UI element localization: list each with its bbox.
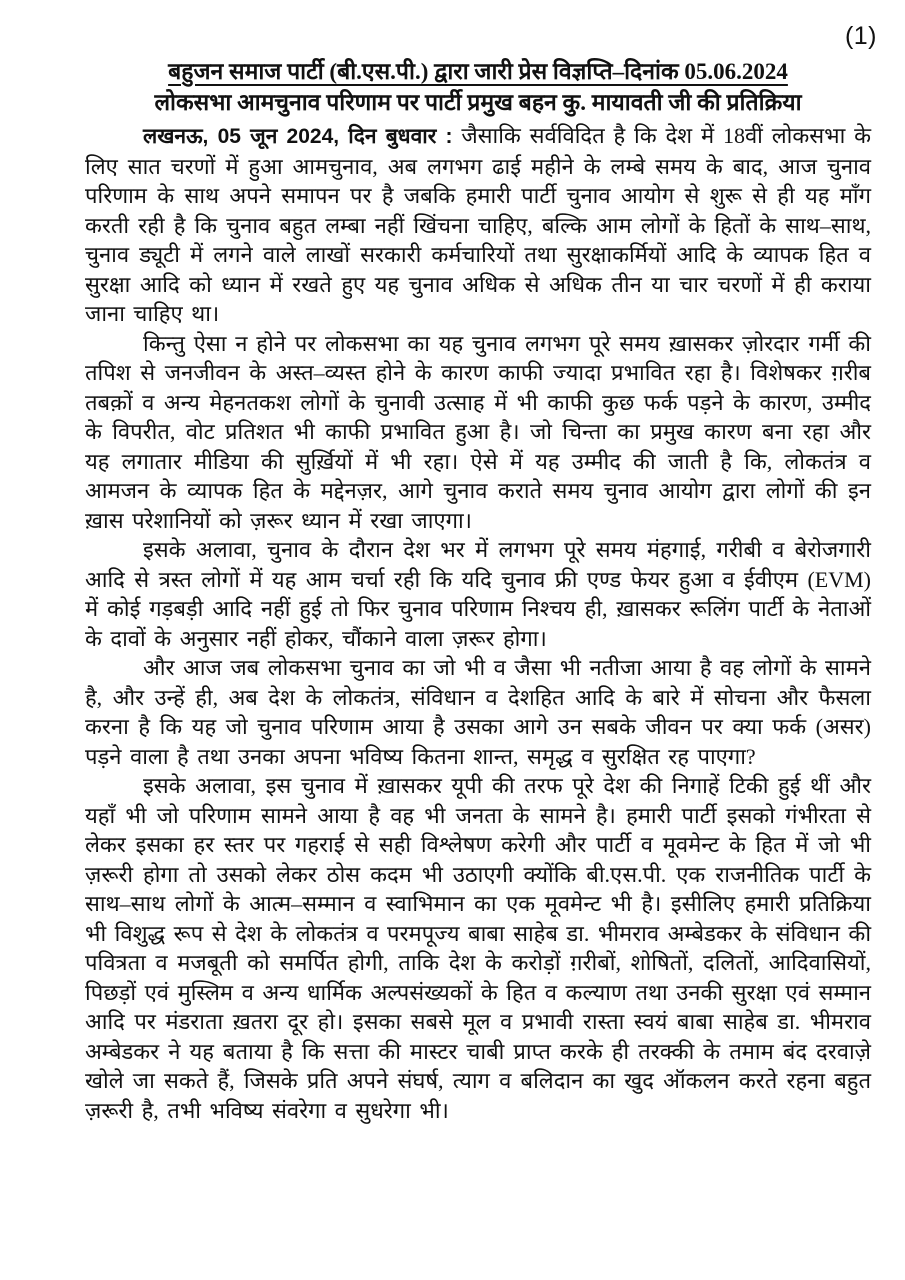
paragraph-1-text: जैसाकि सर्वविदित है कि देश में 18वीं लोकसभा के लिए सात चरणों में हुआ आमचुनाव, अब लगभग ढाई महीने के लम्बे समय के बाद, आज चुनाव परिणाम के साथ अपने समापन पर है जबकि हमारी पार्टी चुनाव आयोग से शुरू से ही यह माँग करती रही है कि चुनाव बहुत लम्बा नहीं खिंचना चाहिए, बल्कि आम लोगों के हितों के साथ–साथ, चुनाव ड्यूटी में लगने वाले लाखों सरकारी कर्मचारियों तथा सुरक्षाकर्मियों आदि के व्यापक हित व सुरक्षा आदि को ध्यान में रखते हुए यह चुनाव अधिक से अधिक तीन या चार चरणों में ही कराया जाना चाहिए था। — [85, 123, 872, 326]
document-subtitle: लोकसभा आमचुनाव परिणाम पर पार्टी प्रमुख बहन कु. मायावती जी की प्रतिक्रिया — [154, 90, 802, 115]
document-body — [85, 121, 871, 1125]
dateline: लखनऊ, 05 जून 2024, दिन बुधवार : — [143, 125, 453, 148]
document-title: बहुजन समाज पार्टी (बी.एस.पी.) द्वारा जारी प्रेस विज्ञप्ति–दिनांक 05.06.2024 — [168, 59, 788, 84]
paragraph-4: और आज जब लोकसभा चुनाव का जो भी व जैसा भी नतीजा आया है वह लोगों के सामने है, और उन्हें ही, अब देश के लोकतंत्र, संविधान व देशहित आदि के बारे में सोचना और फैसला करना है कि यह जो चुनाव परिणाम आया है उसका आगे उन सबके जीवन पर क्या फर्क (असर) पड़ने वाला है तथा उनका अपना भविष्य कितना शान्त, समृद्ध व सुरक्षित रह पाएगा? — [85, 655, 871, 769]
paragraph-2: किन्तु ऐसा न होने पर लोकसभा का यह चुनाव लगभग पूरे समय ख़ासकर ज़ोरदार गर्मी की तपिश से जनजीवन के अस्त–व्यस्त होने के कारण काफी ज्यादा प्रभावित रहा है। विशेषकर ग़रीब तबक़ों व अन्य मेहनतकश लोगों के चुनावी उत्साह में भी काफी कुछ फर्क पड़ने के कारण, उम्मीद के विपरीत, वोट प्रतिशत भी काफी प्रभावित हुआ है। जो चिन्ता का प्रमुख कारण बना रहा और यह लगातार मीडिया की सुर्ख़ियों में भी रहा। ऐसे में यह उम्मीद की जाती है कि, लोकतंत्र व आमजन के व्यापक हित के मद्देनज़र, आगे चुनाव कराते समय चुनाव आयोग द्वारा लोगों की इन ख़ास परेशानियों को ज़रूर ध्यान में रखा जाएगा। — [85, 330, 871, 533]
title-block — [85, 56, 871, 118]
page-number: (1) — [844, 22, 877, 50]
paragraph-1 — [85, 121, 871, 329]
paragraph-5: इसके अलावा, इस चुनाव में ख़ासकर यूपी की तरफ पूरे देश की निगाहें टिकी हुई थीं और यहाँ भी जो परिणाम सामने आया है वह भी जनता के सामने है। हमारी पार्टी इसको गंभीरता से लेकर इसका हर स्तर पर गहराई से सही विश्लेषण करेगी और पार्टी व मूवमेन्ट के हित में जो भी ज़रूरी होगा तो उसको लेकर ठोस कदम भी उठाएगी क्योंकि बी.एस.पी. एक राजनीतिक पार्टी के साथ–साथ लोगों के आत्म–सम्मान व स्वाभिमान का एक मूवमेन्ट भी है। इसीलिए हमारी प्रतिक्रिया भी विशुद्ध रूप से देश के लोकतंत्र व परमपूज्य बाबा साहेब डा. भीमराव अम्बेडकर के संविधान की पवित्रता व मजबूती को समर्पित होगी, ताकि देश के करोड़ों ग़रीबों, शोषितों, दलितों, आदिवासियों, पिछड़ों एवं मुस्लिम व अन्य धार्मिक अल्पसंख्यकों के हित व कल्याण तथा उनकी सुरक्षा एवं सम्मान आदि पर मंडराता ख़तरा दूर हो। इसका सबसे मूल व प्रभावी रास्ता स्वयं बाबा साहेब डा. भीमराव अम्बेडकर ने यह बताया है कि सत्ता की मास्टर चाबी प्राप्त करके ही तरक्की के तमाम बंद दरवाज़े खोले जा सकते हैं, जिसके प्रति अपने संघर्ष, त्याग व बलिदान का खुद ऑकलन करते रहना बहुत ज़रूरी है, तभी भविष्य संवरेगा व सुधरेगा भी। — [85, 773, 872, 1123]
paragraph-3: इसके अलावा, चुनाव के दौरान देश भर में लगभग पूरे समय मंहगाई, गरीबी व बेरोजगारी आदि से त्रस्त लोगों में यह आम चर्चा रही कि यदि चुनाव फ्री एण्ड फेयर हुआ व ईवीएम (EVM) में कोई गड़बड़ी आदि नहीं हुई तो फिर चुनाव परिणाम निश्चय ही, ख़ासकर रूलिंग पार्टी के नेताओं के दावों के अनुसार नहीं होकर, चौंकाने वाला ज़रूर होगा। — [85, 537, 871, 651]
